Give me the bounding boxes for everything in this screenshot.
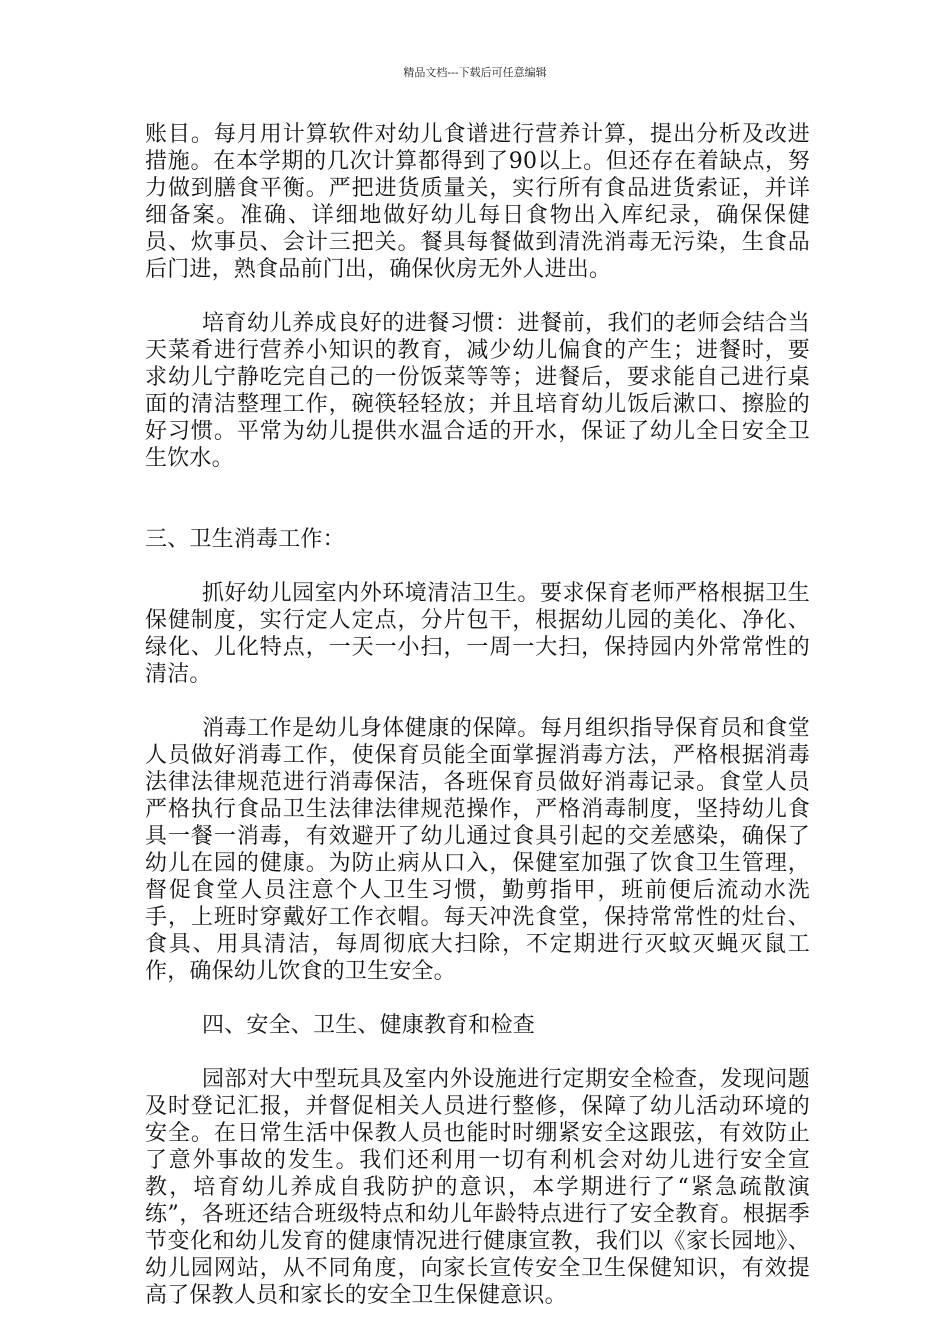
section-heading-disinfection: 三、卫生消毒工作：	[145, 527, 345, 552]
document-body	[145, 121, 810, 1309]
paragraph-safety-checks: 园部对大中型玩具及室内外设施进行定期安全检查，发现问题及时登记汇报，并督促相关人员进行整修，保障了幼儿活动环境的安全。在日常生活中保教人员也能时时绷紧安全这跟弦，有效防止了意外事故的发生。我们还利用一切有利机会对幼儿进行安全宣教，培育幼儿养成自我防护的意识，本学期进行了“紧急疏散演练”，各班还结合班级特点和幼儿年龄特点进行了安全教育。根据季节变化和幼儿发育的健康情况进行健康宣教，我们以《家长园地》、幼儿园网站，从不同角度，向家长宣传安全卫生保健知识，有效提高了保教人员和家长的安全卫生保健意识。	[145, 1067, 810, 1308]
page-header: 精品文档---下载后可任意编辑	[403, 66, 547, 79]
section-heading-safety: 四、安全、卫生、健康教育和检查	[202, 1013, 536, 1038]
paragraph-food-accounts: 账目。每月用计算软件对幼儿食谱进行营养计算，提出分析及改进措施。在本学期的几次计算都得到了90以上。但还存在着缺点，努力做到膳食平衡。严把进货质量关，实行所有食品进货索证，并详细备案。准确、详细地做好幼儿每日食物出入库纪录，确保保健员、炊事员、会计三把关。餐具每餐做到清洗消毒无污染，生食品后门进，熟食品前门出，确保伙房无外人进出。	[145, 122, 810, 282]
paragraph-environment-cleaning: 抓好幼儿园室内外环境清洁卫生。要求保育老师严格根据卫生保健制度，实行定人定点，分片包干，根据幼儿园的美化、净化、绿化、儿化特点，一天一小扫，一周一大扫，保持园内外常常性的清洁。	[145, 581, 810, 687]
paragraph-disinfection-work: 消毒工作是幼儿身体健康的保障。每月组织指导保育员和食堂人员做好消毒工作，使保育员能全面掌握消毒方法，严格根据消毒法律法律规范进行消毒保洁，各班保育员做好消毒记录。食堂人员严格执行食品卫生法律法律规范操作，严格消毒制度，坚持幼儿食具一餐一消毒，有效避开了幼儿通过食具引起的交差感染，确保了幼儿在园的健康。为防止病从口入，保健室加强了饮食卫生管理，督促食堂人员注意个人卫生习惯，勤剪指甲，班前便后流动水洗手，上班时穿戴好工作衣帽。每天冲洗食堂，保持常常性的灶台、食具、用具清洁，每周彻底大扫除，不定期进行灭蚊灭蝇灭鼠工作，确保幼儿饮食的卫生安全。	[145, 716, 810, 984]
paragraph-eating-habits: 培育幼儿养成良好的进餐习惯：进餐前，我们的老师会结合当天菜肴进行营养小知识的教育，减少幼儿偏食的产生；进餐时，要求幼儿宁静吃完自己的一份饭菜等等；进餐后，要求能自己进行桌面的清洁整理工作，碗筷轻轻放；并且培育幼儿饭后漱口、擦脸的好习惯。平常为幼儿提供水温合适的开水，保证了幼儿全日安全卫生饮水。	[145, 311, 810, 471]
